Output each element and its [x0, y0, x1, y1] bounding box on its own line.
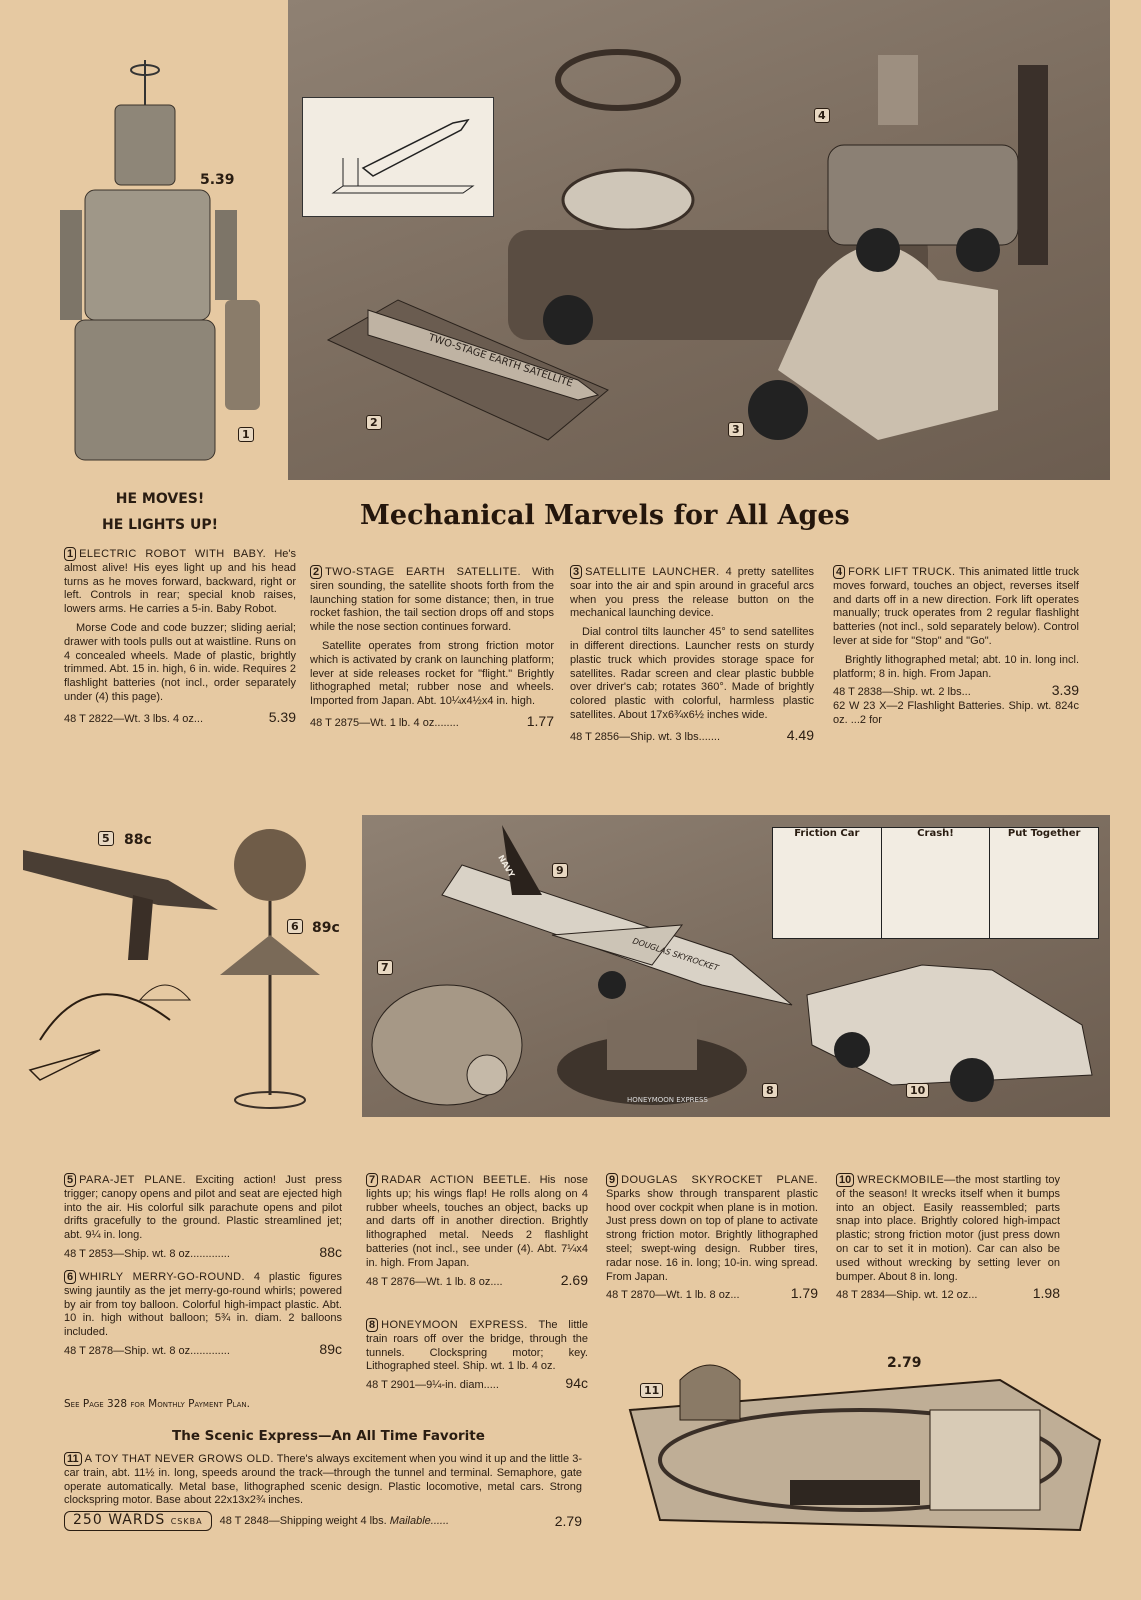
- item-10-description: [836, 1173, 1060, 1302]
- item-3-description: [570, 565, 814, 744]
- item-price: 2.79: [554, 1513, 582, 1530]
- item-2-description: [310, 565, 554, 730]
- item-number: 7: [366, 1173, 378, 1187]
- scenic-express-train-set-image: [600, 1340, 1110, 1540]
- item-11-description: [64, 1452, 582, 1531]
- top-product-photo: [288, 0, 1110, 480]
- photo-label-3: 3: [728, 422, 744, 437]
- item-title: SATELLITE LAUNCHER.: [585, 566, 720, 578]
- photo-label-10: 10: [906, 1083, 929, 1098]
- order-line: [310, 714, 554, 730]
- item-9-description: [606, 1173, 818, 1302]
- photo-label-4: 4: [814, 108, 830, 123]
- order-number: 48 T 2856—Ship. wt. 3 lbs.......: [570, 730, 721, 743]
- item-body: Exciting action! Just press trigger; canopy opens and pilot and seat are ejected high into the air. His colorful silk parachute opens and pilot drifts gracefully to the ground. Plastic streamlined jet; abt. 9¼ in. long.: [64, 1174, 342, 1242]
- photo-label-9: 9: [552, 863, 568, 878]
- item-body: 4 pretty satellites soar into the air and spin around in graceful arcs when you press the release button on the mechanical launching device.: [570, 566, 815, 620]
- item-number: 9: [606, 1173, 618, 1187]
- honeymoon-express-image: [557, 990, 757, 1110]
- order-line: [64, 710, 296, 726]
- comic-panel-put-together: Put Together: [1007, 828, 1081, 839]
- plane-nose-lettering: DOUGLAS SKYROCKET: [631, 936, 720, 973]
- order-number: 48 T 2822—Wt. 3 lbs. 4 oz...: [64, 712, 203, 725]
- order-number: 62 W 23 X—2 Flashlight Batteries. Ship. wt. 8 oz. ...2 for: [833, 700, 1062, 727]
- item-title: A TOY THAT NEVER GROWS OLD.: [84, 1453, 274, 1465]
- item-body: The little train roars off over the bridge, through the tunnels. Clockspring motor; key. Lithographed steel. Ship. wt. 1 lb. 4 oz.: [366, 1319, 588, 1373]
- item-7-description: [366, 1173, 588, 1289]
- order-number: 48 T 2870—Wt. 1 lb. 8 oz...: [606, 1289, 740, 1302]
- item-number: 6: [64, 1270, 76, 1284]
- photo-label-11: 11: [640, 1383, 663, 1398]
- mailable-note: Mailable......: [389, 1515, 450, 1528]
- item-body: This animated little truck moves forward, touches an object, reverses itself and darts off in a new direction. Fork lift operates manually; truck operates from 2 regular flashlight batteries (not incl., sold separately below). Control lever at side for "Stop" and "Go".: [833, 566, 1079, 647]
- item-title: RADAR ACTION BEETLE.: [381, 1174, 532, 1186]
- order-number: 48 T 2838—Ship. wt. 2 lbs...: [833, 686, 971, 699]
- tagline-line-2: HE LIGHTS UP!: [101, 517, 218, 533]
- item-body: There's always excitement when you wind it up and the little 3-car train, abt. 11½ in. long, speeds around the track—through the tunnel and terminal. Semaphore, gate operate automatically. Metal base, lithographed scenic design. Plastic locomotive, metal cars. Strong clockspring motor. Base about 22x13x2¾ inches.: [64, 1453, 582, 1507]
- parajet-price: 88c: [124, 832, 152, 848]
- item-number: 4: [833, 565, 845, 579]
- order-line: [366, 1273, 588, 1289]
- item-body-2: Brightly lithographed metal; abt. 10 in. long incl. platform; 8 in. high. From Japan.: [833, 653, 1079, 680]
- photo-label-1: 1: [238, 427, 254, 442]
- item-5-description: [64, 1173, 342, 1261]
- item-title: HONEYMOON EXPRESS.: [381, 1319, 528, 1331]
- item-number: 8: [366, 1318, 378, 1332]
- item-body: With siren sounding, the satellite shoots forth from the launching station for some distance; then, in true rocket fashion, the tail section drops off and stops while the nose section continues forward.: [310, 566, 554, 634]
- tagline-line-1: HE MOVES!: [115, 491, 205, 507]
- page-number: 250: [73, 1512, 103, 1529]
- order-number: 48 T 2876—Wt. 1 lb. 8 oz....: [366, 1275, 503, 1288]
- item-title: WHIRLY MERRY-GO-ROUND.: [79, 1271, 245, 1283]
- battery-order-line: [833, 699, 1079, 727]
- baby-robot-image: [225, 300, 260, 410]
- item-body: the most startling toy of the season! It wrecks itself when it bumps into an object. Easily reassembled; parts snap into place. Brightly colored high-impact plastic; strong friction motor (just press down on car to set it in motion). Car can also be used without wrecking by setting lever on bumper. About 8 in. long.: [836, 1174, 1060, 1283]
- item-price: 94c: [565, 1375, 588, 1392]
- catalog-code: CSKBA: [170, 1517, 203, 1527]
- item-number: 3: [570, 565, 582, 579]
- item-price: 1.79: [790, 1285, 818, 1302]
- parachute-illustration: [0, 960, 200, 1120]
- order-line: [570, 728, 814, 744]
- item-number: 2: [310, 565, 322, 579]
- item-8-description: [366, 1318, 588, 1392]
- order-number: 48 T 2875—Wt. 1 lb. 4 oz........: [310, 716, 459, 729]
- item-price: 1.77: [526, 712, 554, 729]
- order-number: 48 T 2834—Ship. wt. 12 oz...: [836, 1289, 978, 1302]
- order-line: [836, 1286, 1060, 1302]
- item-title: PARA-JET PLANE.: [79, 1174, 186, 1186]
- order-line: [64, 1342, 342, 1358]
- item-number: 11: [64, 1452, 82, 1466]
- order-line: [64, 1245, 342, 1261]
- page-footer-badge: [64, 1511, 212, 1531]
- item-title: FORK LIFT TRUCK.: [848, 566, 956, 578]
- item-price: 3.39: [1051, 682, 1079, 699]
- page-headline: Mechanical Marvels for All Ages: [360, 500, 850, 531]
- merry-price: 89c: [312, 920, 340, 936]
- item-price: 4.49: [786, 726, 814, 743]
- order-number: 48 T 2878—Ship. wt. 8 oz.............: [64, 1344, 230, 1357]
- robot-price: 5.39: [200, 172, 235, 188]
- item-number: 10: [836, 1173, 854, 1187]
- wreckmobile-car-image: [802, 945, 1102, 1115]
- fork-lift-truck-image: [818, 25, 1108, 285]
- plane-tail-lettering: NAVY: [496, 853, 517, 880]
- item-price: 89c: [319, 1340, 342, 1357]
- rocket-launch-sketch-icon: [303, 98, 493, 216]
- item-4-description: [833, 565, 1079, 727]
- item-price: 24c: [1061, 700, 1079, 713]
- item-price: 2.69: [560, 1271, 588, 1288]
- item-body-2: Dial control tilts launcher 45° to send satellites in different directions. Launcher rests on sturdy plastic truck which provides storage space for satellites. Radar screen and clear plastic bubble over driver's cab; rotates 360°. Made of brightly colored plastic with colorful, harmless plastic satellites. About 17x6¾x6½ inches wide.: [570, 626, 814, 721]
- photo-label-8: 8: [762, 1083, 778, 1098]
- wreckmobile-comic-strip: [772, 827, 1099, 939]
- photo-label-7: 7: [377, 960, 393, 975]
- merry-go-round-image: [180, 825, 360, 1115]
- item-number: 1: [64, 547, 76, 561]
- item-title: WRECKMOBILE—: [857, 1174, 956, 1186]
- item-title: ELECTRIC ROBOT WITH BABY.: [79, 548, 267, 560]
- item-6-description: [64, 1270, 342, 1358]
- order-line: [833, 683, 1079, 699]
- comic-panel-friction-car: Friction Car: [773, 828, 882, 938]
- comic-panel-crash: Crash!: [882, 828, 991, 938]
- item-body: Sparks show through transparent plastic hood over cockpit when plane is in motion. Just press down on top of plane to activate strong friction motor. Brightly lithographed steel; swept-wing design. Rubber tires, radar nose. 16 in. long; 10-in. wing spread. From Japan.: [606, 1187, 818, 1283]
- item-title: DOUGLAS SKYROCKET PLANE.: [621, 1174, 818, 1186]
- order-number: 48 T 2853—Ship. wt. 8 oz.............: [64, 1247, 230, 1260]
- scenic-express-heading: The Scenic Express—An All Time Favorite: [172, 1428, 485, 1444]
- earth-satellite-rocket-image: [308, 220, 618, 470]
- item-body: His nose lights up; his wings flap! He rolls along on 4 rubber wheels, touches an object, backs up and darts off in another direction. Brightly lithographed metal. Needs 2 flashlight batteries (not incl., see under (4). Abt. 7¼x4 in. high. From Japan.: [366, 1174, 589, 1269]
- rocket-lettering: TWO-STAGE EARTH SATELLITE: [427, 332, 575, 390]
- item-title: TWO-STAGE EARTH SATELLITE.: [325, 566, 521, 578]
- item-number: 5: [64, 1173, 76, 1187]
- electric-robot-image: [50, 60, 290, 480]
- middle-product-photo: [362, 815, 1110, 1117]
- item-body: 4 plastic figures swing jauntily as the jet merry-go-round whirls; powered by air from toy balloon. Colorful high-impact plastic. Abt. 10 in. high without balloon; 5¾ in. diam. 2 balloons included.: [64, 1271, 343, 1339]
- item-price: 1.98: [1032, 1285, 1060, 1302]
- order-line: [366, 1376, 588, 1392]
- rocket-launch-diagram: [302, 97, 494, 217]
- order-number: 48 T 2901—9¼-in. diam.....: [366, 1379, 499, 1392]
- train-price: 2.79: [887, 1355, 922, 1371]
- item-1-description: [64, 547, 296, 726]
- item-price: 88c: [319, 1243, 342, 1260]
- train-base-lettering: HONEYMOON EXPRESS: [627, 1096, 708, 1104]
- robot-tagline: [80, 486, 240, 538]
- order-number: 48 T 2848—Shipping weight 4 lbs.: [219, 1515, 387, 1528]
- order-line: [606, 1286, 818, 1302]
- radar-beetle-image: [367, 975, 547, 1115]
- item-body-2: Satellite operates from strong friction motor which is activated by crank on launching platform; lever at side releases rocket for "flight." Brightly lithographed metal; rubber nose and wheels. Imported from Japan. Abt. 10¼x4½x4 in. high.: [310, 639, 554, 708]
- payment-plan-note[interactable]: See Page 328 for Monthly Payment Plan.: [64, 1398, 250, 1410]
- brand-name: WARDS: [108, 1512, 166, 1529]
- order-line: [64, 1511, 582, 1531]
- photo-label-6: 6: [287, 919, 303, 934]
- photo-label-2: 2: [366, 415, 382, 430]
- item-price: 5.39: [268, 708, 296, 725]
- item-body: He's almost alive! His eyes light up and his head turns as he moves forward, backward, right or left. Controls in rear; special knob raises, lowers arms. He carries a 5-in. Baby Robot.: [64, 548, 296, 616]
- photo-label-5: 5: [98, 831, 114, 846]
- item-body-2: Morse Code and code buzzer; sliding aerial; drawer with tools pulls out at waistline. Runs on 4 concealed wheels. Made of plastic, brightly trimmed. Abt. 15 in. high, 6 in. wide. Requires 2 flashlight batteries (not incl., order separately under (4) this page).: [64, 621, 296, 703]
